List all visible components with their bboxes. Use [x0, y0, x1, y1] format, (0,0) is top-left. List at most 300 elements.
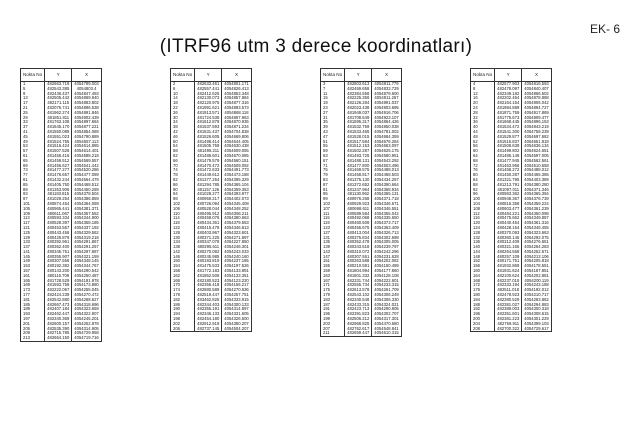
x-coordinate: 4054868.118	[222, 111, 251, 116]
point-number: 134	[171, 240, 195, 245]
x-coordinate: 4054651.818	[522, 140, 551, 145]
point-number: 66	[171, 159, 195, 164]
point-number: 114	[171, 216, 195, 221]
x-coordinate: 4054380.207	[222, 322, 251, 327]
point-number: 171	[321, 283, 345, 288]
point-number: 180	[471, 293, 495, 298]
y-coordinate: 482380.529	[495, 298, 522, 303]
x-coordinate: 4054843.219	[522, 125, 551, 130]
y-coordinate: 482433.315	[345, 303, 372, 308]
y-coordinate: 480611.067	[45, 212, 72, 217]
point-number: 24	[471, 106, 495, 111]
point-number: 72	[471, 164, 495, 169]
point-number: 179	[321, 293, 345, 298]
x-coordinate: 4054857.884	[222, 96, 251, 101]
point-number: 63	[321, 154, 345, 159]
y-coordinate: 481459.512	[45, 159, 72, 164]
x-coordinate: 4054669.806	[222, 135, 251, 140]
x-coordinate: 4054473.188	[222, 173, 251, 178]
header-x: X	[522, 69, 551, 82]
y-coordinate: 481537.593	[195, 125, 222, 130]
point-number: 202	[171, 322, 195, 327]
x-coordinate: 4054503.496	[372, 164, 401, 169]
point-number: 122	[171, 226, 195, 231]
y-coordinate: 482331.744	[345, 279, 372, 284]
x-coordinate: 4054364.059	[72, 202, 101, 207]
y-coordinate: 480403.967	[195, 231, 222, 236]
y-coordinate: 482555.734	[345, 283, 372, 288]
y-coordinate: 480360.145	[495, 236, 522, 241]
y-coordinate: 481913.571	[195, 111, 222, 116]
x-coordinate: 4054300.318	[522, 307, 551, 312]
point-number: 194	[171, 312, 195, 317]
point-number: 185	[21, 303, 45, 308]
point-number: 49	[21, 140, 45, 145]
y-coordinate: 482479.097	[495, 87, 522, 92]
x-coordinate: 4054250.487	[72, 274, 101, 279]
point-number: 87	[321, 183, 345, 188]
point-number: 45	[21, 135, 45, 140]
y-coordinate: 482384.558	[345, 92, 372, 97]
y-coordinate: 480307.556	[45, 259, 72, 264]
x-coordinate: 4054630.438	[222, 144, 251, 149]
y-coordinate: 482803.613	[345, 82, 372, 87]
y-coordinate: 481541.300	[495, 130, 522, 135]
point-number: 25	[21, 111, 45, 116]
point-number: 62	[171, 154, 195, 159]
header-row	[21, 69, 102, 82]
y-coordinate: 482237.015	[495, 279, 522, 284]
y-coordinate: 482344.403	[195, 303, 222, 308]
x-coordinate: 4054470.680	[372, 322, 401, 327]
x-coordinate: 4054301.229	[522, 317, 551, 322]
x-coordinate: 4054357.552	[72, 212, 101, 217]
y-coordinate: 481512.153	[345, 144, 372, 149]
y-coordinate: 482543.102	[345, 293, 372, 298]
x-coordinate: 4054323.663	[522, 231, 551, 236]
point-number: 112	[471, 212, 495, 217]
point-number: 120	[471, 221, 495, 226]
point-number: 136	[471, 240, 495, 245]
x-coordinate: 4054187.851	[522, 269, 551, 274]
y-coordinate: 480456.675	[345, 226, 372, 231]
x-coordinate: 4054883.802	[72, 101, 101, 106]
header-x: X	[222, 69, 251, 82]
point-number: 67	[321, 159, 345, 164]
x-coordinate: 4054644.405	[222, 140, 251, 145]
point-number: 204	[471, 322, 495, 327]
x-coordinate: 4054308.615	[522, 312, 551, 317]
point-number: 90	[171, 188, 195, 193]
point-number: 79	[321, 173, 345, 178]
point-number: 166	[171, 279, 195, 284]
x-coordinate: 4054434.257	[372, 178, 401, 183]
y-coordinate: 480453.567	[45, 226, 72, 231]
point-number: 8	[471, 87, 495, 92]
x-coordinate: 4054271.897	[222, 236, 251, 241]
point-number: 20	[471, 101, 495, 106]
x-coordinate: 4054803.4	[72, 87, 101, 92]
y-coordinate: 481991.621	[195, 106, 222, 111]
x-coordinate: 4054847.493	[72, 92, 101, 97]
x-coordinate: 4054450.289	[72, 188, 101, 193]
point-number: 123	[321, 226, 345, 231]
y-coordinate: 482202.464	[495, 96, 522, 101]
point-number: 129	[21, 236, 45, 241]
point-number: 147	[321, 255, 345, 260]
x-coordinate: 4054331.605	[222, 312, 251, 317]
y-coordinate: 480415.478	[195, 226, 222, 231]
point-number: 4	[471, 82, 495, 87]
x-coordinate: 4054879.600	[372, 92, 401, 97]
y-coordinate: 481531.437	[195, 130, 222, 135]
point-number: 176	[471, 288, 495, 293]
y-coordinate: 481528.015	[345, 135, 372, 140]
header-no: Nokta No	[471, 69, 495, 82]
point-number: 117	[21, 221, 45, 226]
y-coordinate: 481498.414	[195, 140, 222, 145]
x-coordinate: 4054871.234	[222, 125, 251, 130]
x-coordinate: 4054395.329	[222, 178, 251, 183]
x-coordinate: 4054923.107	[372, 116, 401, 121]
x-coordinate: 4054393.977	[222, 192, 251, 197]
x-coordinate: 4054368.934	[372, 188, 401, 193]
y-coordinate: 482389.003	[495, 307, 522, 312]
y-coordinate: 480983.362	[495, 192, 522, 197]
point-number: 95	[321, 192, 345, 197]
x-coordinate: 4054891.846	[72, 111, 101, 116]
point-number: 115	[321, 216, 345, 221]
y-coordinate: 482511.018	[495, 288, 522, 293]
x-coordinate: 4054243.033	[222, 250, 251, 255]
point-number: 143	[321, 250, 345, 255]
x-coordinate: 4054380.663	[222, 216, 251, 221]
point-number: 177	[21, 293, 45, 298]
point-number: 209	[21, 331, 45, 336]
x-coordinate: 4054290.805	[372, 307, 401, 312]
x-coordinate: 4054903.695	[372, 106, 401, 111]
x-coordinate: 4054365.131	[372, 192, 401, 197]
point-number: 96	[471, 192, 495, 197]
point-number: 12	[471, 92, 495, 97]
x-coordinate: 4054173.880	[72, 283, 101, 288]
x-coordinate: 4054877.221	[72, 125, 101, 130]
point-number: 68	[471, 159, 495, 164]
x-coordinate: 4054917.869	[522, 111, 551, 116]
point-number: 208	[471, 327, 495, 332]
y-coordinate: 482659.447	[345, 331, 372, 336]
point-number: 106	[171, 207, 195, 212]
x-coordinate: 4054614.401	[72, 149, 101, 154]
x-coordinate: 4054200.119	[522, 279, 551, 284]
y-coordinate: 481533.465	[345, 130, 372, 135]
y-coordinate: 481449.612	[195, 173, 222, 178]
coordinate-table-4	[470, 68, 552, 332]
y-coordinate: 481432.244	[45, 178, 72, 183]
x-coordinate: 4054227.850	[222, 240, 251, 245]
y-coordinate: 481247.964	[345, 188, 372, 193]
y-coordinate: 482737.145	[195, 327, 222, 332]
point-number: 190	[171, 307, 195, 312]
y-coordinate: 481801.332	[345, 274, 372, 279]
x-coordinate: 4054504.207	[222, 327, 251, 332]
y-coordinate: 482454.180	[195, 317, 222, 322]
y-coordinate: 481931.624	[495, 269, 522, 274]
y-coordinate: 482412.625	[195, 92, 222, 97]
y-coordinate: 482340.369	[45, 317, 72, 322]
x-coordinate: 4054697.682	[522, 135, 551, 140]
point-number: 98	[171, 197, 195, 202]
x-coordinate: 4054371.718	[372, 197, 401, 202]
coordinate-table-1	[20, 68, 102, 342]
x-coordinate: 4054758.239	[522, 130, 551, 135]
x-coordinate: 4054222.601	[372, 279, 401, 284]
y-coordinate: 481477.277	[45, 168, 72, 173]
x-coordinate: 4054329.562	[72, 231, 101, 236]
point-number: 31	[321, 116, 345, 121]
point-number: 75	[321, 168, 345, 173]
point-number: 70	[171, 164, 195, 169]
x-coordinate: 4054541.442	[72, 164, 101, 169]
x-coordinate: 4054242.296	[372, 250, 401, 255]
y-coordinate: 480392.961	[45, 240, 72, 245]
point-number: 50	[171, 140, 195, 145]
x-coordinate: 4054257.751	[222, 293, 251, 298]
y-coordinate: 481962.274	[45, 111, 72, 116]
point-number: 205	[21, 327, 45, 332]
y-coordinate: 480375.834	[345, 236, 372, 241]
x-coordinate: 4054252.878	[72, 322, 101, 327]
x-coordinate: 4054911.267	[372, 96, 401, 101]
y-coordinate: 483462.825	[195, 298, 222, 303]
x-coordinate: 4054123.220	[222, 279, 251, 284]
x-coordinate: 4054255.045	[72, 288, 101, 293]
y-coordinate: 481612.879	[195, 120, 222, 125]
y-coordinate: 481029.254	[45, 197, 72, 202]
point-number: 27	[321, 111, 345, 116]
point-number: 157	[21, 269, 45, 274]
header-row	[471, 69, 552, 82]
y-coordinate: 481645.170	[45, 125, 72, 130]
x-coordinate: 4054177.860	[372, 269, 401, 274]
y-coordinate: 480345.751	[45, 250, 72, 255]
point-number: 71	[321, 164, 345, 169]
y-coordinate: 481499.802	[495, 149, 522, 154]
x-coordinate: 4054133.351	[222, 274, 251, 279]
point-number: 73	[21, 168, 45, 173]
point-number: 183	[321, 298, 345, 303]
point-number: 182	[171, 298, 195, 303]
point-number: 43	[321, 130, 345, 135]
x-coordinate: 4054264.283	[522, 245, 551, 250]
point-number: 17	[21, 101, 45, 106]
x-coordinate: 4054345.408	[222, 202, 251, 207]
y-coordinate: 480310.072	[345, 250, 372, 255]
x-coordinate: 4054911.779	[372, 82, 401, 87]
x-coordinate: 4054371.346	[522, 188, 551, 193]
x-coordinate: 4054379.553	[222, 221, 251, 226]
y-coordinate: 480948.367	[495, 197, 522, 202]
x-coordinate: 4054570.085	[222, 154, 251, 159]
point-number: 189	[21, 307, 45, 312]
x-coordinate: 4054854.089	[72, 130, 101, 135]
x-coordinate: 4054560.151	[222, 159, 251, 164]
y-coordinate: 480603.477	[495, 207, 522, 212]
x-coordinate: 4054302.707	[372, 312, 401, 317]
x-coordinate: 4054365.104	[222, 183, 251, 188]
x-coordinate: 4054359.224	[522, 202, 551, 207]
x-coordinate: 4054365.394	[522, 192, 551, 197]
y-coordinate: 481463.956	[495, 164, 522, 169]
point-number: 133	[21, 240, 45, 245]
point-number: 170	[171, 283, 195, 288]
y-coordinate: 480321.165	[495, 245, 522, 250]
y-coordinate: 482381.223	[495, 317, 522, 322]
y-coordinate: 481763.108	[45, 120, 72, 125]
y-coordinate: 481476.657	[45, 173, 72, 178]
point-number: 178	[171, 293, 195, 298]
y-coordinate: 480460.508	[345, 221, 372, 226]
y-coordinate: 480257.109	[495, 255, 522, 260]
x-coordinate: 4054816.593	[522, 82, 551, 87]
y-coordinate: 480143.200	[45, 269, 72, 274]
table-row	[321, 331, 402, 336]
y-coordinate: 481529.877	[495, 135, 522, 140]
y-coordinate: 480371.225	[195, 236, 222, 241]
y-coordinate: 481526.605	[195, 135, 222, 140]
point-number: 151	[321, 259, 345, 264]
x-coordinate: 4054314.897	[222, 307, 251, 312]
point-number: 19	[321, 101, 345, 106]
x-coordinate: 4054346.551	[372, 207, 401, 212]
point-number: 207	[321, 327, 345, 332]
point-number: 46	[171, 135, 195, 140]
point-number: 113	[21, 216, 45, 221]
y-coordinate: 480413.004	[345, 231, 372, 236]
point-number: 102	[171, 202, 195, 207]
y-coordinate: 480495.912	[195, 212, 222, 217]
y-coordinate: 481862.506	[195, 274, 222, 279]
header-y: Y	[195, 69, 222, 82]
y-coordinate: 480976.268	[345, 197, 372, 202]
point-number: 138	[171, 245, 195, 250]
x-coordinate: 4054684.359	[372, 135, 401, 140]
y-coordinate: 480312.409	[495, 240, 522, 245]
x-coordinate: 4054128.108	[372, 274, 401, 279]
x-coordinate: 4054488.013	[372, 168, 401, 173]
point-number: 13	[21, 96, 45, 101]
point-number: 131	[321, 236, 345, 241]
point-number: 38	[171, 125, 195, 130]
x-coordinate: 4054231.628	[372, 255, 401, 260]
point-number: 69	[21, 164, 45, 169]
y-coordinate: 480295.611	[195, 245, 222, 250]
point-number: 206	[171, 327, 195, 332]
y-coordinate: 480434.361	[195, 221, 222, 226]
x-coordinate: 4054896.153	[522, 120, 551, 125]
point-number: 28	[471, 111, 495, 116]
y-coordinate: 482100.624	[495, 274, 522, 279]
x-coordinate: 4054610.315	[372, 331, 401, 336]
x-coordinate: 4054348.145	[72, 259, 101, 264]
point-number: 2	[171, 82, 195, 87]
point-number: 162	[171, 274, 195, 279]
x-coordinate: 4054906.042	[522, 101, 551, 106]
y-coordinate: 481479.579	[195, 159, 222, 164]
y-coordinate: 481668.445	[495, 120, 522, 125]
y-coordinate: 480352.478	[345, 240, 372, 245]
point-number: 40	[471, 125, 495, 130]
y-coordinate: 481213.791	[495, 183, 522, 188]
x-coordinate: 4054191.978	[72, 279, 101, 284]
y-coordinate: 482424.239	[45, 293, 72, 298]
y-coordinate: 482880.589	[195, 288, 222, 293]
point-number: 89	[21, 188, 45, 193]
x-coordinate: 4054468.512	[72, 183, 101, 188]
x-coordinate: 4054477.089	[72, 173, 101, 178]
point-number: 61	[21, 154, 45, 159]
header-x: X	[372, 69, 401, 82]
point-number: 111	[321, 212, 345, 217]
point-number: 213	[21, 336, 45, 341]
y-coordinate: 481593.758	[45, 283, 72, 288]
point-number: 158	[171, 269, 195, 274]
y-coordinate: 480459.076	[195, 216, 222, 221]
y-coordinate: 480210.591	[345, 264, 372, 269]
y-coordinate: 481353.906	[45, 188, 72, 193]
point-number: 195	[321, 312, 345, 317]
x-coordinate: 4054318.696	[72, 303, 101, 308]
x-coordinate: 4054894.727	[522, 106, 551, 111]
x-coordinate: 4054588.218	[72, 154, 101, 159]
y-coordinate: 481458.272	[495, 168, 522, 173]
y-coordinate: 482346.133	[195, 312, 222, 317]
x-coordinate: 4054192.012	[522, 288, 551, 293]
y-coordinate: 480440.454	[495, 221, 522, 226]
point-number: 168	[471, 279, 495, 284]
y-coordinate: 481517.584	[345, 140, 372, 145]
point-number: 11	[321, 92, 345, 97]
y-coordinate: 480929.923	[345, 202, 372, 207]
point-number: 52	[471, 140, 495, 145]
y-coordinate: 482076.741	[45, 106, 72, 111]
y-coordinate: 481949.037	[345, 111, 372, 116]
x-coordinate: 4054350.098	[522, 212, 551, 217]
x-coordinate: 4054381.371	[72, 207, 101, 212]
x-coordinate: 4054564.479	[72, 178, 101, 183]
x-coordinate: 4054349.887	[522, 216, 551, 221]
x-coordinate: 4054326.500	[222, 317, 251, 322]
point-number: 188	[471, 303, 495, 308]
point-number: 191	[321, 307, 345, 312]
x-coordinate: 4054625.175	[372, 149, 401, 154]
point-number: 59	[321, 149, 345, 154]
page-title: (ITRF96 utm 3 derece koordinatları)	[159, 36, 473, 57]
y-coordinate: 481183.815	[45, 192, 72, 197]
y-coordinate: 481130.962	[345, 192, 372, 197]
point-number: 22	[171, 106, 195, 111]
y-coordinate: 482407.184	[45, 307, 72, 312]
point-number: 150	[171, 259, 195, 264]
point-number: 53	[21, 144, 45, 149]
point-number: 121	[21, 226, 45, 231]
x-coordinate: 4054465.385	[522, 173, 551, 178]
x-coordinate: 4054290.542	[72, 269, 101, 274]
x-coordinate: 4054614.885	[72, 144, 101, 149]
y-coordinate: 482535.390	[45, 327, 72, 332]
point-number: 93	[21, 192, 45, 197]
point-number: 58	[171, 149, 195, 154]
